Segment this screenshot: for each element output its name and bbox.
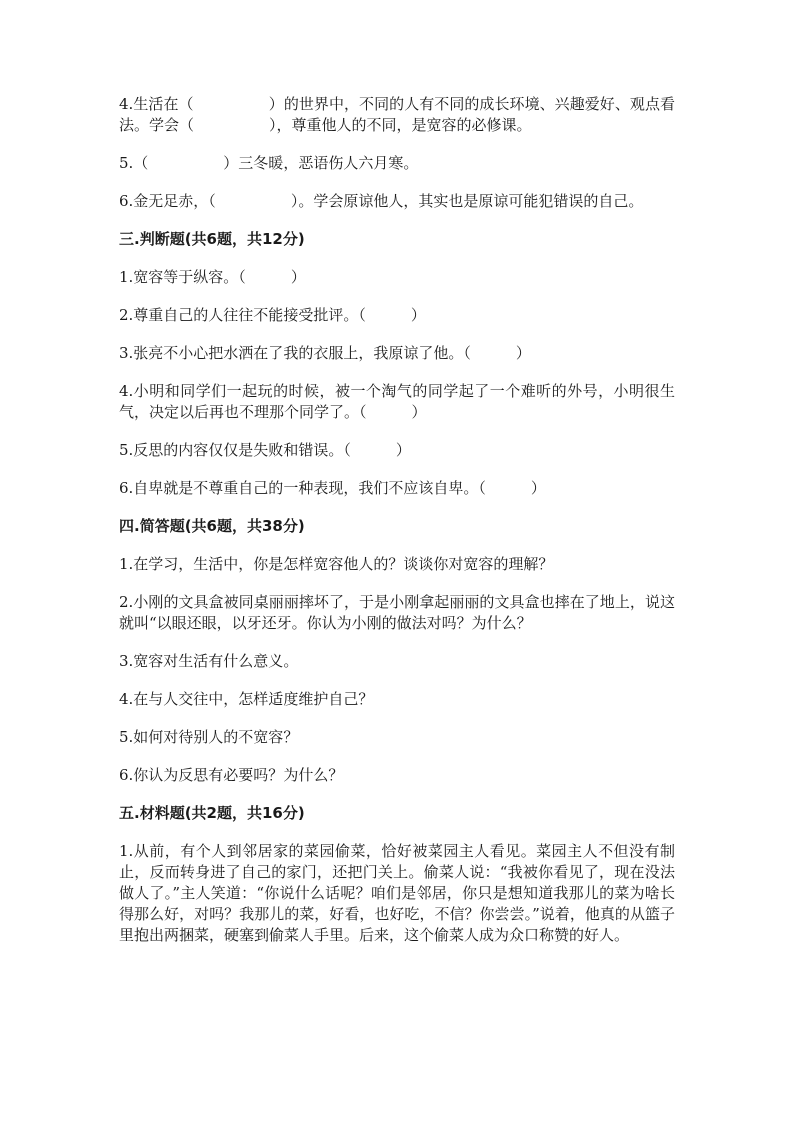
- judge-question-3: 3.张亮不小心把水洒在了我的衣服上，我原谅了他。（ ）: [119, 344, 531, 362]
- section-heading-judge: 三.判断题(共6题，共12分): [119, 230, 305, 248]
- judge-question-4: 4.小明和同学们一起玩的时候，被一个淘气的同学起了一个难听的外号，小明很生气，决定以后再也不理那个同学了。（ ）: [119, 382, 675, 421]
- section-heading-material: 五.材料题(共2题，共16分): [119, 804, 305, 822]
- short-question-1: 1.在学习，生活中，你是怎样宽容他人的？谈谈你对宽容的理解？: [119, 555, 554, 573]
- judge-question-5: 5.反思的内容仅仅是失败和错误。（ ）: [119, 441, 411, 459]
- short-question-5: 5.如何对待别人的不宽容？: [119, 728, 299, 746]
- material-question-1: 1.从前，有个人到邻居家的菜园偷菜，恰好被菜园主人看见。菜园主人不但没有制止，反而转身进了自己的家门，还把门关上。偷菜人说：“我被你看见了，现在没法做人了。”主人笑道：“你说什么话呢？咱们是邻居，你只是想知道我那儿的菜为啥长得那么好，对吗？我那儿的菜，好看，也好吃，不信？你尝尝。”说着，他真的从篮子里抱出两捆菜，硬塞到偷菜人手里。后来，这个偷菜人成为众口称赞的好人。: [119, 842, 675, 944]
- fill-question-6: 6.金无足赤，（ ）。学会原谅他人，其实也是原谅可能犯错误的自己。: [119, 192, 644, 210]
- fill-question-4: 4.生活在（ ）的世界中，不同的人有不同的成长环境、兴趣爱好、观点看法。学会（ ），尊重他人的不同，是宽容的必修课。: [119, 95, 675, 134]
- document-page: [119, 94, 675, 946]
- judge-question-6: 6.自卑就是不尊重自己的一种表现，我们不应该自卑。（ ）: [119, 479, 546, 497]
- judge-question-1: 1.宽容等于纵容。（ ）: [119, 268, 306, 286]
- short-question-4: 4.在与人交往中，怎样适度维护自己？: [119, 690, 374, 708]
- short-question-2: 2.小刚的文具盒被同桌丽丽摔坏了，于是小刚拿起丽丽的文具盒也摔在了地上，说这就叫“以眼还眼，以牙还牙。你认为小刚的做法对吗？为什么？: [119, 593, 675, 632]
- judge-question-2: 2.尊重自己的人往往不能接受批评。（ ）: [119, 306, 426, 324]
- fill-question-5: 5.（ ）三冬暖，恶语伤人六月寒。: [119, 154, 419, 172]
- short-question-6: 6.你认为反思有必要吗？为什么？: [119, 766, 344, 784]
- section-heading-short-answer: 四.简答题(共6题，共38分): [119, 517, 305, 535]
- short-question-3: 3.宽容对生活有什么意义。: [119, 652, 299, 670]
